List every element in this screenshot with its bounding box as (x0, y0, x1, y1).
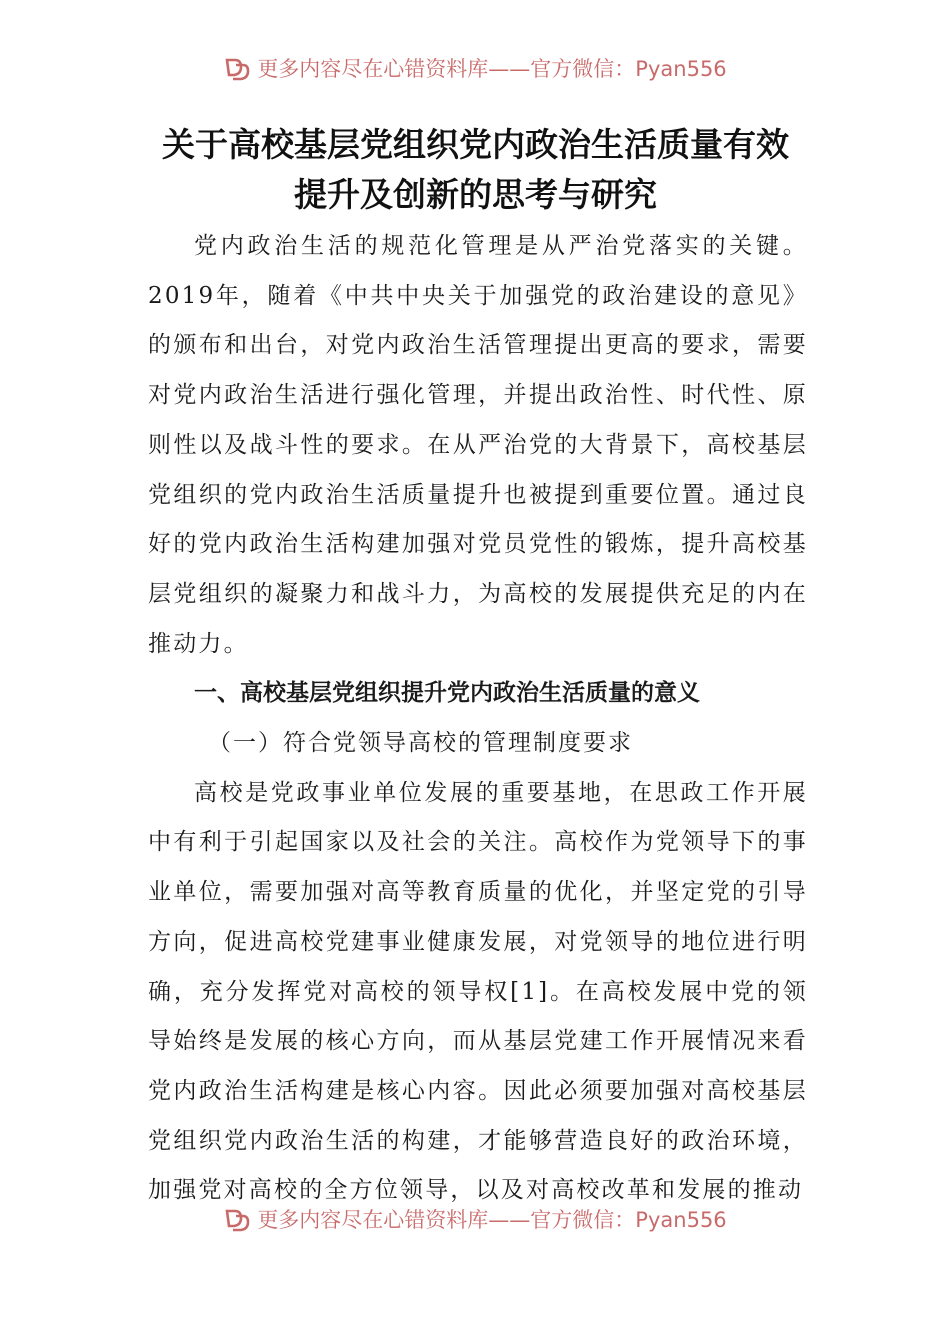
watermark-logo-icon (223, 1207, 251, 1233)
document-title: 关于高校基层党组织党内政治生活质量有效提升及创新的思考与研究 (162, 125, 789, 214)
watermark-logo-icon (223, 56, 251, 82)
subsection-heading: （一）符合党领导高校的管理制度要求 (208, 730, 633, 757)
section-heading: 一、高校基层党组织提升党内政治生活质量的意义 (194, 680, 700, 707)
watermark-text: 更多内容尽在心错资料库——官方微信：Pyan556 (257, 1208, 727, 1232)
watermark-text: 更多内容尽在心错资料库——官方微信：Pyan556 (257, 57, 727, 81)
watermark-footer (0, 1205, 950, 1235)
document-body (148, 222, 808, 1216)
intro-paragraph: 党内政治生活的规范化管理是从严治党落实的关键。2019年，随着《中共中央关于加强党的政治建设的意见》的颁布和出台，对党内政治生活管理提出更高的要求，需要对党内政治生活进行强化管理，并提出政治性、时代性、原则性以及战斗性的要求。在从严治党的大背景下，高校基层党组织的党内政治生活质量提升也被提到重要位置。通过良好的党内政治生活构建加强对党员党性的锻炼，提升高校基层党组织的凝聚力和战斗力，为高校的发展提供充足的内在推动力。 (148, 233, 808, 657)
watermark-header (0, 54, 950, 84)
body-paragraph: 高校是党政事业单位发展的重要基地，在思政工作开展中有利于引起国家以及社会的关注。高校作为党领导下的事业单位，需要加强对高等教育质量的优化，并坚定党的引导方向，促进高校党建事业健康发展，对党领导的地位进行明确，充分发挥党对高校的领导权[1]。在高校发展中党的领导始终是发展的核心方向，而从基层党建工作开展情况来看党内政治生活构建是核心内容。因此必须要加强对高校基层党组织党内政治生活的构建，才能够营造良好的政治环境，加强党对高校的全方位领导，以及对高校改革和发展的推动 (148, 779, 808, 1204)
